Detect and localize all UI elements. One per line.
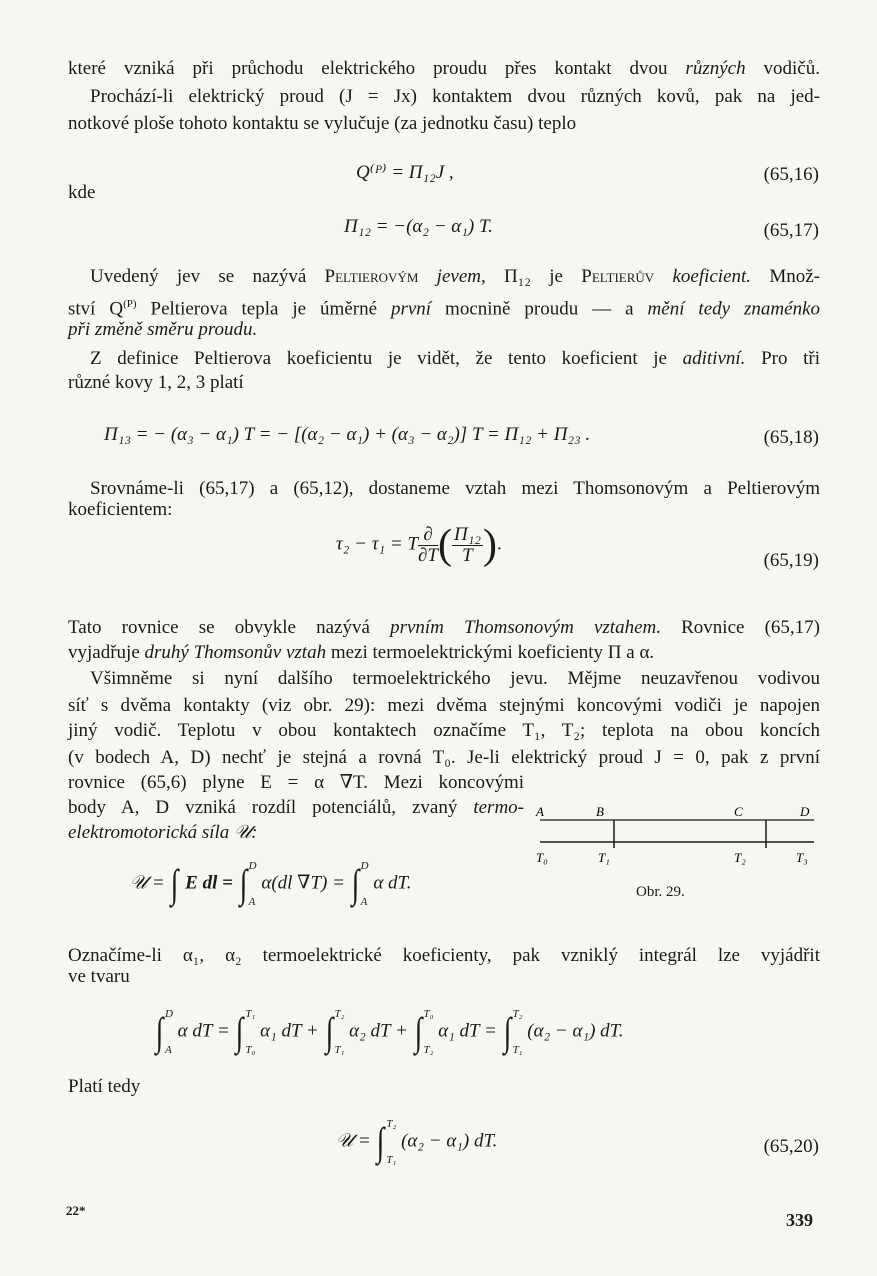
equation-number: (65,18) — [763, 427, 819, 448]
text-line: notkové ploše tohoto kontaktu se vylučuje (za jednotku času) teplo — [68, 113, 577, 134]
text-line: ství $Q^{(P)}$ Peltierova tepla je úměrné první mocnině proudu — a mění tedy znaménko — [68, 298, 821, 320]
equation-number: (65,19) — [763, 550, 819, 571]
fraction: $\frac{\text{Π₁₂}}{T}$ — [454, 523, 481, 566]
label-t1: T₁ — [598, 850, 610, 865]
text-line: při změně směru proudu. — [68, 319, 258, 340]
equation-65-18: Π₁₃ = − (α₃ − α₁) T = − [(α₂ − α₁) + (α₃ − α₂)] T = Π₁₂ + Π₂₃ . — [104, 424, 591, 445]
text-line: Platí tedy — [68, 1076, 141, 1097]
label-c: C — [734, 804, 743, 819]
text-line: Označíme-li α₁, α₂ termoelektrické koeficienty, pak vzniklý integrál lze vyjádřit — [68, 945, 820, 966]
text-line: Tato rovnice se obvykle nazývá prvním Thomsonovým vztahem. Rovnice (65,17) — [68, 617, 820, 638]
equation-65-16: Q⁽ᴾ⁾ = Π₁₂J , — [356, 162, 454, 183]
page-number: 339 — [786, 1210, 813, 1230]
equation-number: (65,20) — [763, 1136, 819, 1157]
label-b: B — [596, 804, 604, 819]
label-t2: T₂ — [734, 850, 746, 865]
fraction: $\frac{\partial}{\partial T}$ — [418, 523, 438, 566]
label-d: D — [800, 804, 810, 819]
text-line: koeficientem: — [68, 499, 173, 520]
text-line: různé kovy 1, 2, 3 platí — [68, 372, 244, 393]
text-line: Srovnáme-li (65,17) a (65,12), dostaneme vztah mezi Thomsonovým a Peltierovým — [90, 478, 820, 499]
text-line: které vzniká při průchodu elektrického proudu přes kontakt dvou různých vodičů. — [68, 58, 820, 79]
equation-integral-decomposition: ∫ D A α dT = ∫ T₁ T₀ α₁ dT + ∫ T₂ T₁ α₂ dT + ∫ T₀ T₂ α₁ dT = ∫ T₂ T₁ (α₂ − α₁) dT. — [155, 1008, 624, 1056]
figure-caption: Obr. 29. — [636, 884, 685, 900]
text-line: síť s dvěma kontakty (viz obr. 29): mezi dvěma stejnými koncovými vodiči je napojen — [68, 695, 820, 716]
equation-65-19: τ₂ − τ₁ = T $\frac{\partial}{\partial T}$ ( $\frac{\text{Π₁₂}}{T}$ ). — [336, 522, 502, 568]
equation-number: (65,16) — [763, 164, 819, 185]
label-t3: T₃ — [796, 850, 808, 865]
label-a: A — [536, 804, 544, 819]
text-line: jiný vodič. Teplotu v obou kontaktech označíme T₁, T₂; teplota na obou koncích — [68, 720, 820, 741]
text-line: vyjadřuje druhý Thomsonův vztah mezi termoelektrickými koeficienty Π a α. — [68, 642, 655, 663]
figure-29 — [530, 800, 820, 880]
signature-mark: 22* — [66, 1203, 86, 1218]
text-line: Uvedený jev se nazývá Peltierovým jevem, Π₁₂ je Peltierův koeficient. Množ- — [90, 266, 820, 287]
equation-65-20: 𝒰 = ∫ T₂ T₁ (α₂ − α₁) dT. — [336, 1118, 498, 1166]
text-line: kde — [68, 182, 96, 203]
text-line: rovnice (65,6) plyne E = α ∇T. Mezi koncovými — [68, 772, 524, 793]
text-line: Všimněme si nyní dalšího termoelektrického jevu. Mějme neuzavřenou vodivou — [90, 668, 820, 689]
equation-65-17: Π₁₂ = −(α₂ − α₁) T. — [344, 216, 493, 237]
text-line: ve tvaru — [68, 966, 130, 987]
equation-number: (65,17) — [763, 220, 819, 241]
label-t0: T₀ — [536, 850, 548, 865]
text-line: (v bodech A, D) nechť je stejná a rovná T₀. Je-li elektrický proud J = 0, pak z první — [68, 747, 820, 768]
text-line: Prochází-li elektrický proud (J = Jx) kontaktem dvou různých kovů, pak na jed- — [90, 86, 820, 107]
equation-emf: 𝒰 = ∫ E dl = ∫ D A α(dl ∇T) = ∫ D A α dT. — [130, 860, 412, 908]
text-line: elektromotorická síla 𝒰: — [68, 822, 258, 843]
text-line: Z definice Peltierova koeficientu je vidět, že tento koeficient je aditivní. Pro tři — [90, 348, 820, 369]
text-line: body A, D vzniká rozdíl potenciálů, zvaný termo- — [68, 797, 524, 818]
